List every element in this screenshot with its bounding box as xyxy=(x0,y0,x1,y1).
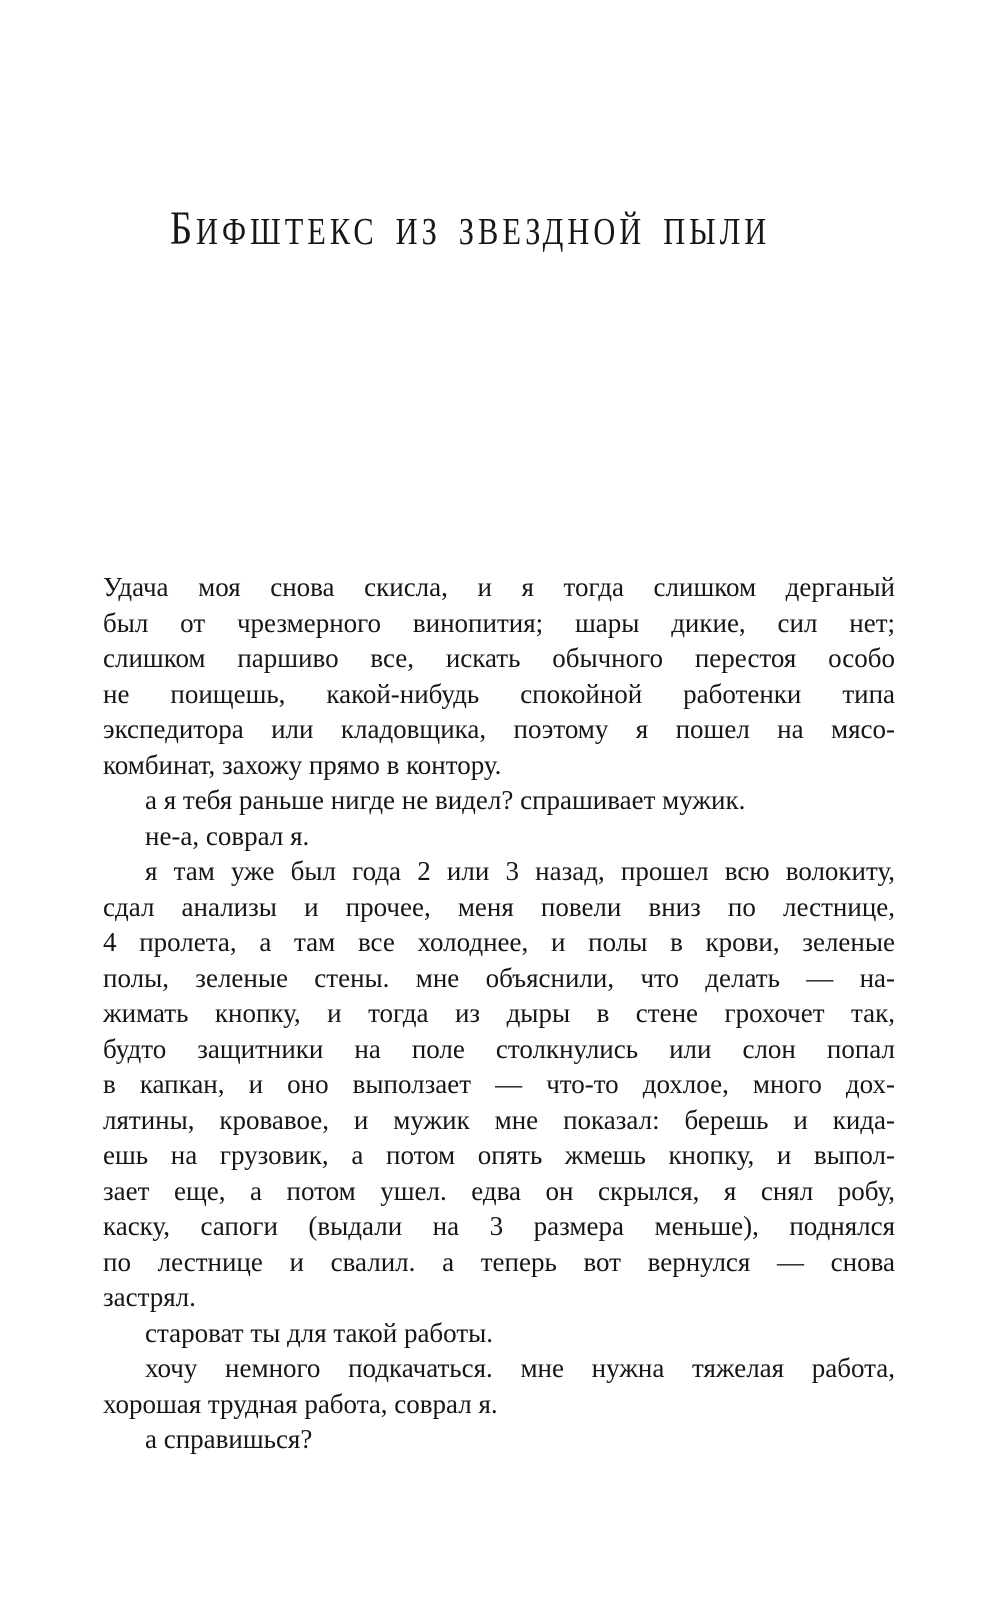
text-line: ешь на грузовик, а потом опять жмешь кнопку, и выпол- xyxy=(103,1140,895,1170)
text-line: Удача моя снова скисла, и я тогда слишком дерганый xyxy=(103,572,895,602)
text-line: будто защитники на поле столкнулись или слон попал xyxy=(103,1033,895,1064)
text-line: я там уже был года 2 или 3 назад, прошел всю волокиту, xyxy=(145,856,895,886)
text-line: в капкан, и оно выползает — что-то дохлое, много дох- xyxy=(103,1069,895,1099)
text-line: хочу немного подкачаться. мне нужна тяжелая работа, xyxy=(145,1353,895,1383)
text-line: зает еще, а потом ушел. едва он скрылся, я снял робу, xyxy=(103,1175,895,1206)
text-line: не-а, соврал я. xyxy=(145,820,310,851)
text-line: а я тебя раньше нигде не видел? спрашивает мужик. xyxy=(145,785,746,815)
chapter-title-initial: Б xyxy=(170,202,197,255)
text-line: хорошая трудная работа, соврал я. xyxy=(103,1388,498,1419)
chapter-title-rest: ИФШТЕКС ИЗ ЗВЕЗДНОЙ ПЫЛИ xyxy=(196,211,771,253)
text-line: застрял. xyxy=(103,1282,196,1312)
chapter-text-block xyxy=(103,570,895,1458)
text-line: а справишься? xyxy=(145,1424,313,1454)
text-line: сдал анализы и прочее, меня повели вниз по лестнице, xyxy=(103,891,895,922)
text-line: слишком паршиво все, искать обычного перестоя особо xyxy=(103,643,895,673)
text-line: не поищешь, какой-нибудь спокойной работенки типа xyxy=(103,678,895,709)
text-line: полы, зеленые стены. мне объяснили, что делать — на- xyxy=(103,962,895,993)
text-line: по лестнице и свалил. а теперь вот вернулся — снова xyxy=(103,1246,895,1277)
text-line: 4 пролета, а там все холоднее, и полы в крови, зеленые xyxy=(103,927,895,957)
text-line: экспедитора или кладовщика, поэтому я пошел на мясо- xyxy=(103,714,895,744)
text-line: лятины, кровавое, и мужик мне показал: берешь и кида- xyxy=(103,1104,895,1135)
text-line: комбинат, захожу прямо в контору. xyxy=(103,749,502,780)
text-line: староват ты для такой работы. xyxy=(145,1317,494,1348)
text-line: каску, сапоги (выдали на 3 размера меньше), поднялся xyxy=(103,1211,895,1241)
text-line: жимать кнопку, и тогда из дыры в стене грохочет так, xyxy=(103,998,895,1028)
chapter-title xyxy=(170,202,771,256)
text-line: был от чрезмерного винопития; шары дикие, сил нет; xyxy=(103,607,895,638)
